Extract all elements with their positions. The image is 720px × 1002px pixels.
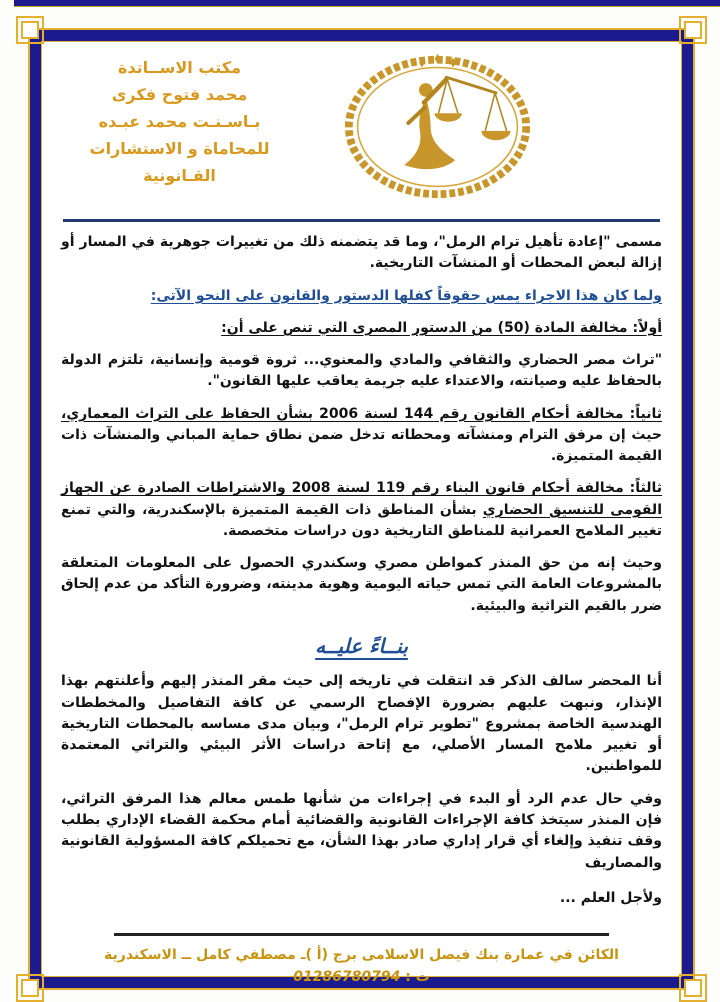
letterhead-line-legal: القـانونية [143, 165, 216, 185]
letterhead-line-office: مكتب الاســاتدة [117, 58, 242, 77]
paragraph-bailiff-statement: أنا المحضر سالف الذكر قد انتقلت في تاريخه إلى حيث مقر المنذر إليهم وأعلنتهم بهذا الإنذار، ونبهت عليهم بضرورة الإفصاح الرسمي عن كافة التفاصيل والمخططات الهندسية الخاصة بمشروع "تطوير ترام الرمل"، وبيان مدى مساسه بالمحطات التاريخية أو تغيير ملامح المسار الأصلي، مع إتاحة دراسات الأثر البيئي والتراثي المعتمدة للمواطنين. [61, 673, 662, 775]
page-top-strip [14, 0, 720, 7]
third-violation-underlined: ثالثاً: مخالفة أحكام قانون البناء رقم 119 لسنة 2008 والاشتراطات الصادرة عن الجهاز القومى للتنسيق الحضاري [61, 480, 662, 518]
paragraph-project-name: مسمى "إعادة تأهيل ترام الرمل"، وما قد يتضمنه ذلك من تغييرات جوهرية في المسار أو إزالة لبعض المحطات أو المنشآت التاريخية. [61, 234, 662, 272]
letter-content [41, 41, 682, 986]
paragraph-legal-warning: وفي حال عدم الرد أو البدء في إجراءات من شأنها طمس معالم هذا المرفق التراثي، فإن المنذر سيتخذ كافة الإجراءات القانونية والقضائية أمام محكمة القضاء الإداري بطلب وقف تنفيذ وإلغاء أي قرار إداري صادر بهذا الشأن، مع تحميلكم كافة المسؤولية القانونية والمصاريف [61, 790, 662, 871]
letterhead-line-practice: للمحاماة و الاستشارات [89, 138, 270, 158]
letter-body [61, 232, 662, 909]
footer-divider-line [114, 933, 609, 936]
scales-of-justice-icon [340, 49, 535, 201]
lady-justice-logo [340, 49, 535, 201]
binaa-alayh-text: بنــاءً عليــه [315, 633, 408, 658]
office-phone [57, 966, 666, 988]
paragraph-third-violation [61, 478, 662, 542]
paragraph-citizen-rights: وحيث إنه من حق المنذر كمواطن مصري وسكندري الحصول على المعلومات المتعلقة بالمشروعات العامة التي تمس حياته اليومية وهوية مدينته، وضرورة التأكد من عدم إلحاق ضرر بالقيم التراثية والبيئية. [61, 555, 662, 614]
paragraph-constitution-quote: "تراث مصر الحضاري والثقافي والمادي والمعنوي... ثروة قومية وإنسانية، تلتزم الدولة بالحفاظ عليه وصيانته، والاعتداء عليه جريمة يعاقب عليها القانون". [61, 352, 662, 390]
corner-ornament-top-left [21, 21, 39, 39]
letterhead-header [57, 47, 666, 205]
decorative-border-frame [30, 30, 693, 988]
phone-label: ت : [405, 969, 430, 986]
office-footer [57, 944, 666, 989]
phone-number: 01286780794 [293, 969, 401, 986]
paragraph-closing: ولأجل العلم ... [559, 889, 662, 906]
corner-ornament-bottom-right [684, 979, 702, 997]
law-office-letterhead [57, 55, 302, 189]
letterhead-line-lawyer-2: بـاسـنـت محمد عبـده [98, 111, 261, 131]
second-violation-rest: حيث إن مرفق الترام ومنشآته ومحطاته تدخل ضمن نطاق حماية المباني والمنشآت ذات القيمة المتميزة. [61, 426, 662, 465]
paragraph-second-violation [61, 404, 662, 468]
heading-first-violation [61, 318, 662, 339]
third-violation-rest: بشأن المناطق ذات القيمة المتميزة بالإسكندرية، والتي تمنع تغيير الملامح العمرانية للمناطق التاريخية دون دراسات متخصصة. [61, 501, 662, 539]
letterhead-divider-line [63, 219, 660, 222]
first-violation-text: أولاً: مخالفة المادة (50) من الدستور المصرى التي تنص على أن: [221, 319, 662, 336]
second-violation-underlined: ثانياً: مخالفة أحكام القانون رقم 144 لسنة 2006 بشأن الحفاظ على التراث المعماري، [61, 405, 662, 422]
letterhead-line-lawyer-1: محمد فتوح فكرى [111, 84, 248, 104]
corner-ornament-bottom-left [21, 979, 39, 997]
office-address: الكائن في عمارة بنك فيصل الاسلامى برج (أ )ـ مصطفي كامل ــ الاسكندرية [104, 947, 619, 964]
paragraph-rights-intro [61, 286, 662, 307]
rights-intro-text: ولما كان هذا الاجراء يمس حقوقاً كفلها الدستور والقانون على النحو الآتى: [150, 287, 662, 304]
corner-ornament-top-right [684, 21, 702, 39]
heading-binaa-alayh [61, 631, 662, 661]
